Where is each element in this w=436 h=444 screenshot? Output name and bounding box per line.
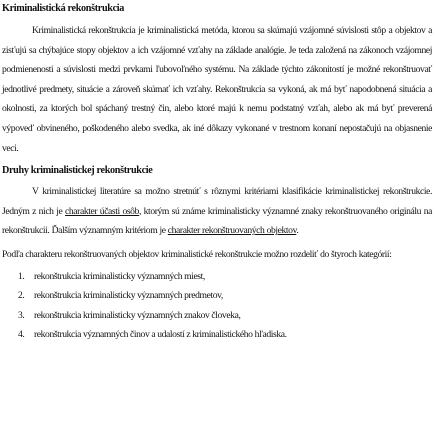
list-item-text: rekonštrukcia kriminalisticky významných znakov človeka,: [34, 309, 241, 321]
list-item-text: rekonštrukcia významných činov a udalostí z kriminalistického hľadiska.: [34, 329, 287, 341]
classification-text-3: .: [296, 225, 299, 237]
list-item: [2, 286, 432, 306]
list-item-number: 1.: [18, 270, 25, 282]
document-page: [2, 0, 432, 345]
list-item: [2, 267, 432, 287]
classification-text-1: V kriminalistickej literatúre sa možno stretnúť s rôznymi kritériami klasifikácie kriminalistickej rekonštrukcie. Jedným z nich je: [2, 186, 432, 217]
categories-intro-paragraph: Podľa charakteru rekonštruovaných objektov kriminalistické rekonštrukcie možno rozdeliť do štyroch kategórií:: [2, 248, 392, 260]
list-item-number: 3.: [18, 309, 25, 321]
classification-text-2: , ktorým sú známe kriminalisticky významné znaky rekonštruovaného originálu na rekonštrukcii. Ďalším významným kritériom je: [2, 205, 432, 237]
criterion-link-objects[interactable]: charakter rekonštruovaných objektov: [167, 225, 297, 237]
section-heading-reconstruction: Kriminalistická rekonštrukcia: [2, 3, 125, 14]
criterion-link-persons[interactable]: charakter účasti osôb: [65, 205, 139, 217]
categories-list: [2, 267, 432, 345]
definition-paragraph: Kriminalistická rekonštrukcia je kriminalistická metóda, ktorou sa skúmajú vzájomné súvislosti stôp a objektov a zisťujú sa chýbajúce stopy objektov a ich vzájomné vzťahy na základe analógie. Je teda založená na zákonoch vzájomnej podmienenosti a súvislosti medzi prvkami ľubovoľného systému. Na základe týchto zákonitostí je možné rekonštruovať jednotlivé predmety, situácie a zároveň skúmať ich vzťahy. Rekonštrukcia sa vykoná, ak má byť napodobnená situácia a okolnosti, za ktorých bol spáchaný trestný čin, alebo ktoré majú k nemu podstatný vzťah, alebo ak má byť preverená výpoveď obvineného, poškodeného alebo svedka, ak iné dôkazy vykonané v trestnom konaní nepostačujú na objasnenie veci.: [2, 25, 432, 154]
list-item-number: 2.: [18, 290, 25, 302]
section-heading-types: Druhy kriminalistickej rekonštrukcie: [2, 165, 153, 177]
list-item-number: 4.: [18, 329, 25, 341]
list-item-text: rekonštrukcia kriminalisticky významných predmetov,: [34, 290, 223, 302]
list-item: [2, 306, 432, 326]
list-item: [2, 325, 432, 345]
list-item-text: rekonštrukcia kriminalisticky významných miest,: [34, 270, 205, 282]
classification-paragraph: [2, 182, 432, 241]
